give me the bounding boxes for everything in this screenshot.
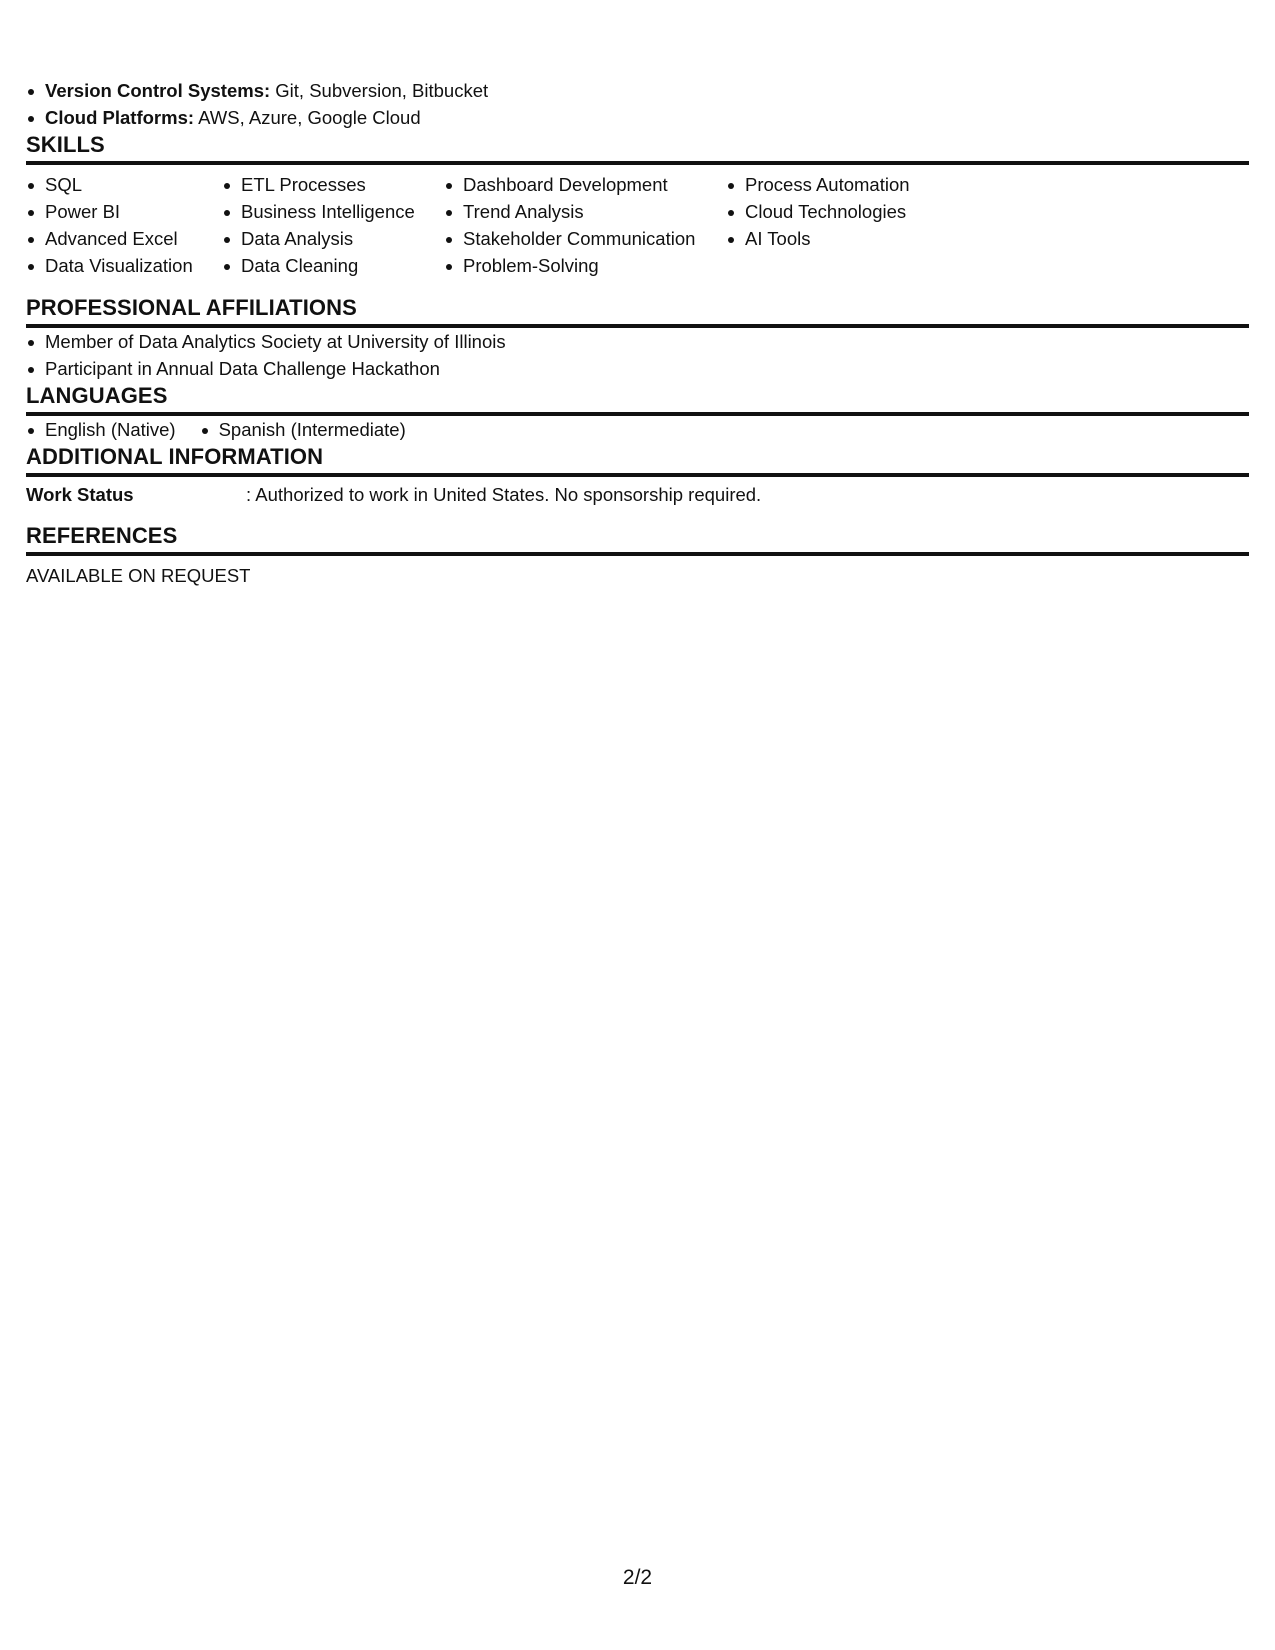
list-item: Member of Data Analytics Society at University of Illinois (26, 328, 1249, 355)
list-item: Data Cleaning (222, 252, 444, 279)
item-value: Git, Subversion, Bitbucket (270, 80, 489, 101)
list-item: SQL (26, 171, 222, 198)
page-number: 2/2 (622, 1566, 653, 1589)
list-item: Cloud Technologies (726, 198, 1026, 225)
item-label: Version Control Systems: (45, 80, 271, 101)
list-item (26, 104, 1249, 131)
resume-page (26, 77, 1249, 589)
list-item (26, 77, 1249, 104)
list-item: Business Intelligence (222, 198, 444, 225)
work-status-row (26, 481, 1249, 508)
list-item: ETL Processes (222, 171, 444, 198)
section-title-skills: SKILLS (26, 131, 1249, 165)
section-title-references: REFERENCES (26, 522, 1249, 556)
work-status-value: : Authorized to work in United States. No sponsorship required. (246, 484, 762, 505)
section-title-languages: LANGUAGES (26, 382, 1249, 416)
list-item: Trend Analysis (444, 198, 726, 225)
list-item: Stakeholder Communication (444, 225, 726, 252)
technical-tools-list (26, 77, 1249, 131)
list-item: Data Analysis (222, 225, 444, 252)
list-item: Dashboard Development (444, 171, 726, 198)
work-status-label: Work Status (26, 484, 134, 505)
item-label: Cloud Platforms: (45, 107, 195, 128)
list-item: Power BI (26, 198, 222, 225)
list-item: Spanish (Intermediate) (200, 416, 406, 443)
affiliations-list (26, 328, 1249, 382)
section-title-additional-information: ADDITIONAL INFORMATION (26, 443, 1249, 477)
item-value: AWS, Azure, Google Cloud (194, 107, 421, 128)
list-item: Participant in Annual Data Challenge Hackathon (26, 355, 1249, 382)
languages-list (26, 416, 1249, 443)
list-item: Process Automation (726, 171, 1026, 198)
skills-column (726, 171, 1026, 279)
section-title-affiliations: PROFESSIONAL AFFILIATIONS (26, 294, 1249, 328)
list-item: Data Visualization (26, 252, 222, 279)
list-item: AI Tools (726, 225, 1026, 252)
skills-column (444, 171, 726, 279)
skills-column (222, 171, 444, 279)
list-item: Problem-Solving (444, 252, 726, 279)
skills-column (26, 171, 222, 279)
references-text: AVAILABLE ON REQUEST (26, 565, 251, 586)
list-item: Advanced Excel (26, 225, 222, 252)
list-item: English (Native) (26, 416, 176, 443)
skills-grid (26, 171, 1249, 279)
